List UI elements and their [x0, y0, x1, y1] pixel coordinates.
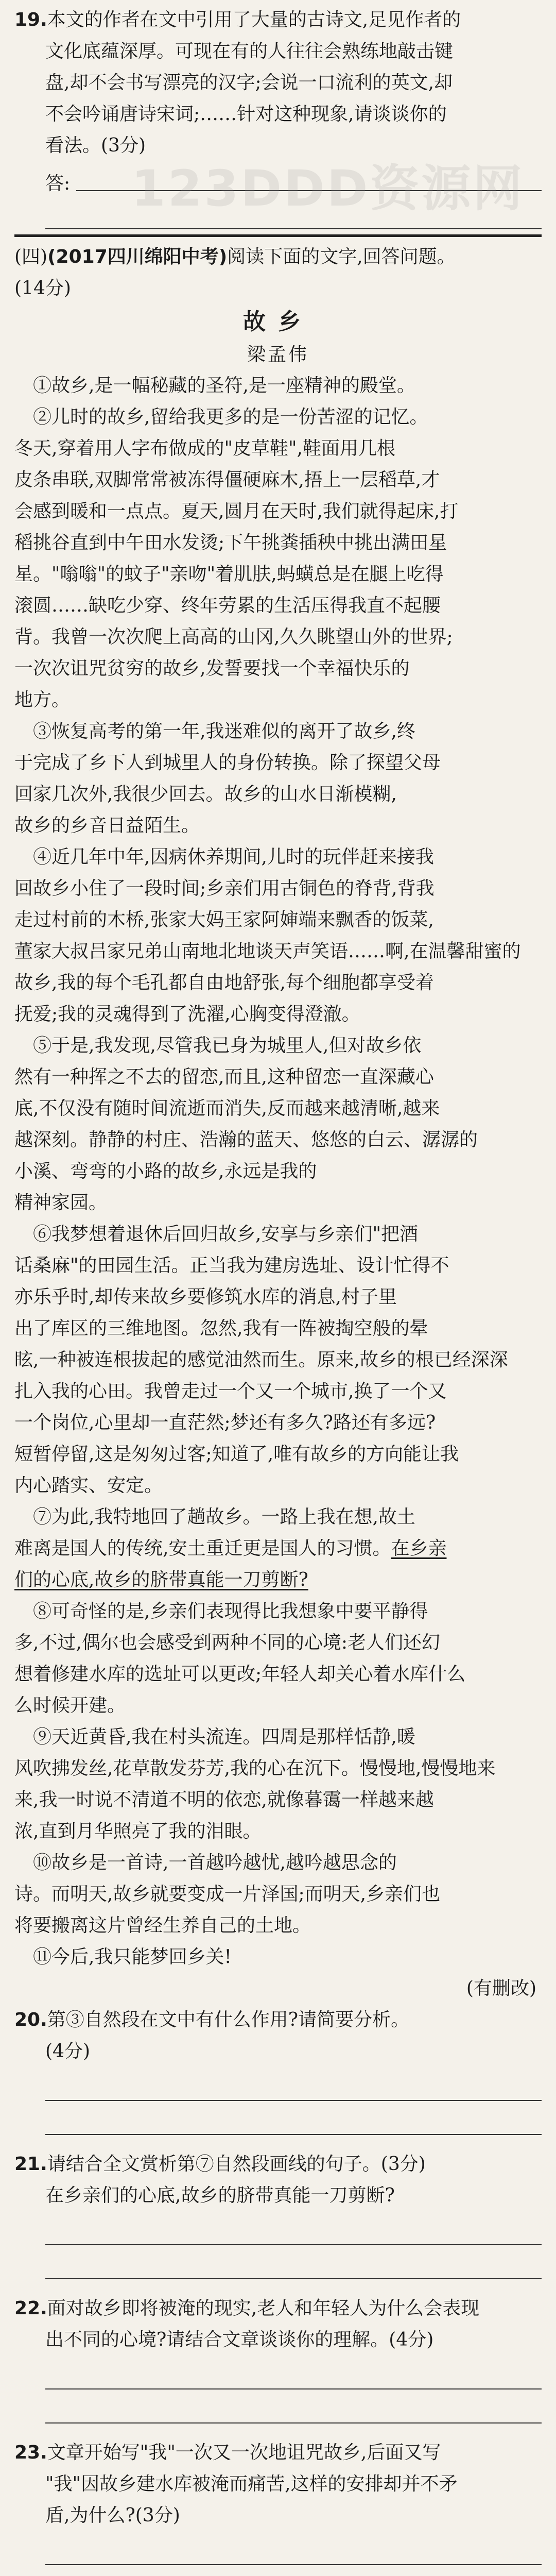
question-number: 19. [14, 9, 47, 30]
section-instruction: 阅读下面的文字,回答问题。 [227, 246, 456, 267]
question-text-line: 盘,却不会书写漂亮的汉字;会说一口流利的英文,却 [45, 72, 453, 93]
article-line: 背。我曾一次次爬上高高的山冈,久久眺望山外的世界; [14, 626, 453, 648]
answer-line[interactable] [45, 2389, 542, 2424]
article-line: 们的心底,故乡的脐带真能一刀剪断? [14, 1569, 308, 1590]
article-author: 梁孟伟 [247, 344, 309, 365]
question-text-line: 第③自然段在文中有什么作用?请简要分析。 [47, 2009, 410, 2030]
section-4-score: (14分) [14, 278, 71, 299]
article-paragraph [14, 841, 542, 1030]
article-line: 短暂停留,这是匆匆过客;知道了,唯有故乡的方向能让我 [14, 1444, 459, 1465]
section-4-heading [14, 241, 542, 273]
article-line: 皮条串联,双脚常常被冻得僵硬麻木,捂上一层稻草,才 [14, 469, 440, 490]
section-source: (2017四川绵阳中考) [47, 246, 228, 267]
section-divider [14, 234, 542, 237]
answer-line[interactable] [45, 2067, 542, 2101]
article-line: 回故乡小住了一段时间;乡亲们用古铜色的脊背,背我 [14, 878, 435, 899]
question-text-line: 看法。(3分) [45, 135, 146, 156]
article-line: ④近几年中年,因病休养期间,儿时的玩伴赶来接我 [33, 846, 434, 868]
article-paragraph [14, 1941, 542, 1973]
article-paragraph [14, 1501, 542, 1596]
article-line: 会感到暖和一点点。夏天,圆月在天时,我们就得起床,打 [14, 501, 459, 522]
question-text-line: 请结合全文赏析第⑦自然段画线的句子。(3分) [47, 2154, 426, 2175]
article-line: 一次次诅咒贫穷的故乡,发誓要找一个幸福快乐的 [14, 658, 410, 679]
article-line: ③恢复高考的第一年,我迷难似的离开了故乡,终 [33, 721, 415, 742]
article-paragraph [14, 1218, 542, 1501]
article-line: 精神家园。 [14, 1192, 108, 1213]
question-text-line: 在乡亲们的心底,故乡的脐带真能一刀剪断? [45, 2185, 395, 2206]
article-line: 董家大叔吕家兄弟山南地北地谈天声笑语……啊,在温馨甜蜜的 [14, 941, 521, 962]
article-line: 风吹拂发丝,花草散发芬芳,我的心在沉下。慢慢地,慢慢地来 [14, 1758, 496, 1779]
question-text-line: 盾,为什么?(3分) [45, 2505, 180, 2526]
question-text-line: 本文的作者在文中引用了大量的古诗文,足见作者的 [47, 9, 461, 30]
article-line: 星。"嗡嗡"的蚊子"亲吻"着肌肤,蚂蟥总是在腿上吃得 [14, 564, 444, 585]
question-22 [14, 2293, 542, 2424]
question-text-line: 出不同的心境?请结合文章谈谈你的理解。(4分) [45, 2329, 434, 2350]
article-line: ⑥我梦想着退休后回归故乡,安享与乡亲们"把酒 [33, 1224, 419, 1245]
article-title: 故乡 [243, 309, 313, 335]
answer-line[interactable] [45, 2245, 542, 2279]
article-line: 于完成了乡下人到城里人的身份转换。除了探望父母 [14, 752, 441, 773]
answer-line[interactable] [45, 2101, 542, 2135]
article-line: 来,我一时说不清道不明的依恋,就像暮霭一样越来越 [14, 1789, 434, 1810]
article-line: 冬天,穿着用人字布做成的"皮草鞋",鞋面用几根 [14, 438, 396, 459]
article-paragraph [14, 370, 542, 401]
question-text-line: 不会吟诵唐诗宋词;……针对这种现象,请谈谈你的 [45, 104, 447, 125]
article-paragraph [14, 1030, 542, 1218]
question-number: 23. [14, 2442, 47, 2463]
answer-line[interactable] [45, 2531, 542, 2565]
article-line: 想着修建水库的选址可以更改;年轻人却关心着水库什么 [14, 1664, 466, 1685]
article-line: 将要搬离这片曾经生养自己的土地。 [14, 1915, 311, 1936]
question-21 [14, 2148, 542, 2279]
question-20 [14, 2004, 542, 2135]
question-text-line: 面对故乡即将被淹的现实,老人和年轻人为什么会表现 [47, 2298, 480, 2319]
article-line: 稻挑谷直到中午田水发烫;下午挑粪插秧中挑出满田星 [14, 532, 447, 553]
article-line: 难离是国人的传统,安土重迁更是国人的习惯。在乡亲 [14, 1538, 447, 1559]
article-line: ⑪今后,我只能梦回乡关! [33, 1946, 232, 1968]
question-text-line: "我"因故乡建水库被淹而痛苦,这样的安排却并不矛 [45, 2473, 458, 2495]
article-paragraph [14, 401, 542, 716]
article-line: ⑤于是,我发现,尽管我已身为城里人,但对故乡依 [33, 1035, 422, 1056]
question-number: 21. [14, 2154, 47, 2175]
question-number: 22. [14, 2298, 47, 2319]
answer-line [76, 190, 542, 191]
article-line: 故乡的乡音日益陌生。 [14, 815, 200, 836]
article-line: 么时候开建。 [14, 1695, 126, 1716]
article-line: 一个岗位,心里却一直茫然;梦还有多久?路还有多远? [14, 1412, 436, 1433]
article-paragraph [14, 716, 542, 841]
article-line: 浓,直到月华照亮了我的泪眼。 [14, 1821, 262, 1842]
article-line: 走过村前的木桥,张家大妈王家阿婶端来飘香的饭菜, [14, 909, 434, 930]
article-line: 诗。而明天,故乡就要变成一片泽国;而明天,乡亲们也 [14, 1884, 441, 1905]
article-note: (有删改) [466, 1978, 536, 1999]
question-23 [14, 2437, 542, 2576]
answer-line[interactable] [45, 195, 542, 229]
article-line: 抚爱;我的灵魂得到了洗濯,心胸变得澄澈。 [14, 1004, 360, 1025]
article-line: 然有一种挥之不去的留恋,而且,这种留恋一直深藏心 [14, 1066, 434, 1088]
question-number: 20. [14, 2009, 47, 2030]
article-paragraph [14, 1847, 542, 1941]
article-line: ②儿时的故乡,留给我更多的是一份苦涩的记忆。 [33, 406, 428, 428]
article-line: 地方。 [14, 689, 71, 710]
article-paragraph [14, 1596, 542, 1721]
answer-line[interactable] [45, 2211, 542, 2245]
watermark: 123DDD资源网 [131, 160, 525, 217]
question-text-line: (4分) [45, 2041, 90, 2062]
article-line: 亦乐乎时,却传来故乡要修筑水库的消息,村子里 [14, 1286, 397, 1308]
article-line: 眩,一种被连根拔起的感觉油然而生。原来,故乡的根已经深深 [14, 1349, 508, 1370]
article-line: 小溪、弯弯的小路的故乡,永远是我的 [14, 1161, 317, 1182]
article-line: 滚圆……缺吃少穿、终年劳累的生活压得我直不起腰 [14, 595, 441, 616]
article-paragraph [14, 1721, 542, 1847]
article-line: 话桑麻"的田园生活。正当我为建房选址、设计忙得不 [14, 1255, 449, 1276]
article-line: 故乡,我的每个毛孔都自由地舒张,每个细胞都享受着 [14, 972, 434, 993]
answer-label: 答: [45, 173, 71, 194]
article-line: 越深刻。静静的村庄、浩瀚的蓝天、悠悠的白云、潺潺的 [14, 1129, 478, 1150]
article-line: 多,不过,偶尔也会感受到两种不同的心境:老人们还幻 [14, 1632, 441, 1653]
question-text-line: 文章开始写"我"一次又一次地诅咒故乡,后面又写 [47, 2442, 441, 2463]
question-19 [14, 4, 542, 229]
section-prefix: (四) [14, 246, 48, 267]
article-line: ⑩故乡是一首诗,一首越吟越忧,越吟越思念的 [33, 1852, 397, 1873]
article-line: ⑨天近黄昏,我在村头流连。四周是那样恬静,暖 [33, 1726, 415, 1748]
answer-field[interactable] [45, 161, 542, 195]
article-body [14, 370, 542, 1973]
article-line: ⑦为此,我特地回了趟故乡。一路上我在想,故土 [33, 1506, 415, 1528]
article-line: 回家几次外,我很少回去。故乡的山水日渐模糊, [14, 784, 397, 805]
article-line: 底,不仅没有随时间流逝而消失,反而越来越清晰,越来 [14, 1098, 440, 1119]
article-line: 出了库区的三维地图。忽然,我有一阵被掏空般的晕 [14, 1318, 428, 1339]
article-line: ①故乡,是一幅秘藏的圣符,是一座精神的殿堂。 [33, 375, 415, 396]
article-line: 扎入我的心田。我曾走过一个又一个城市,换了一个又 [14, 1381, 447, 1402]
answer-line[interactable] [45, 2565, 542, 2576]
question-text-line: 文化底蕴深厚。可现在有的人往往会熟练地敲击键 [45, 41, 454, 62]
article-line: 内心踏实、安定。 [14, 1475, 163, 1496]
article-line: ⑧可奇怪的是,乡亲们表现得比我想象中要平静得 [33, 1601, 428, 1622]
answer-line[interactable] [45, 2355, 542, 2389]
